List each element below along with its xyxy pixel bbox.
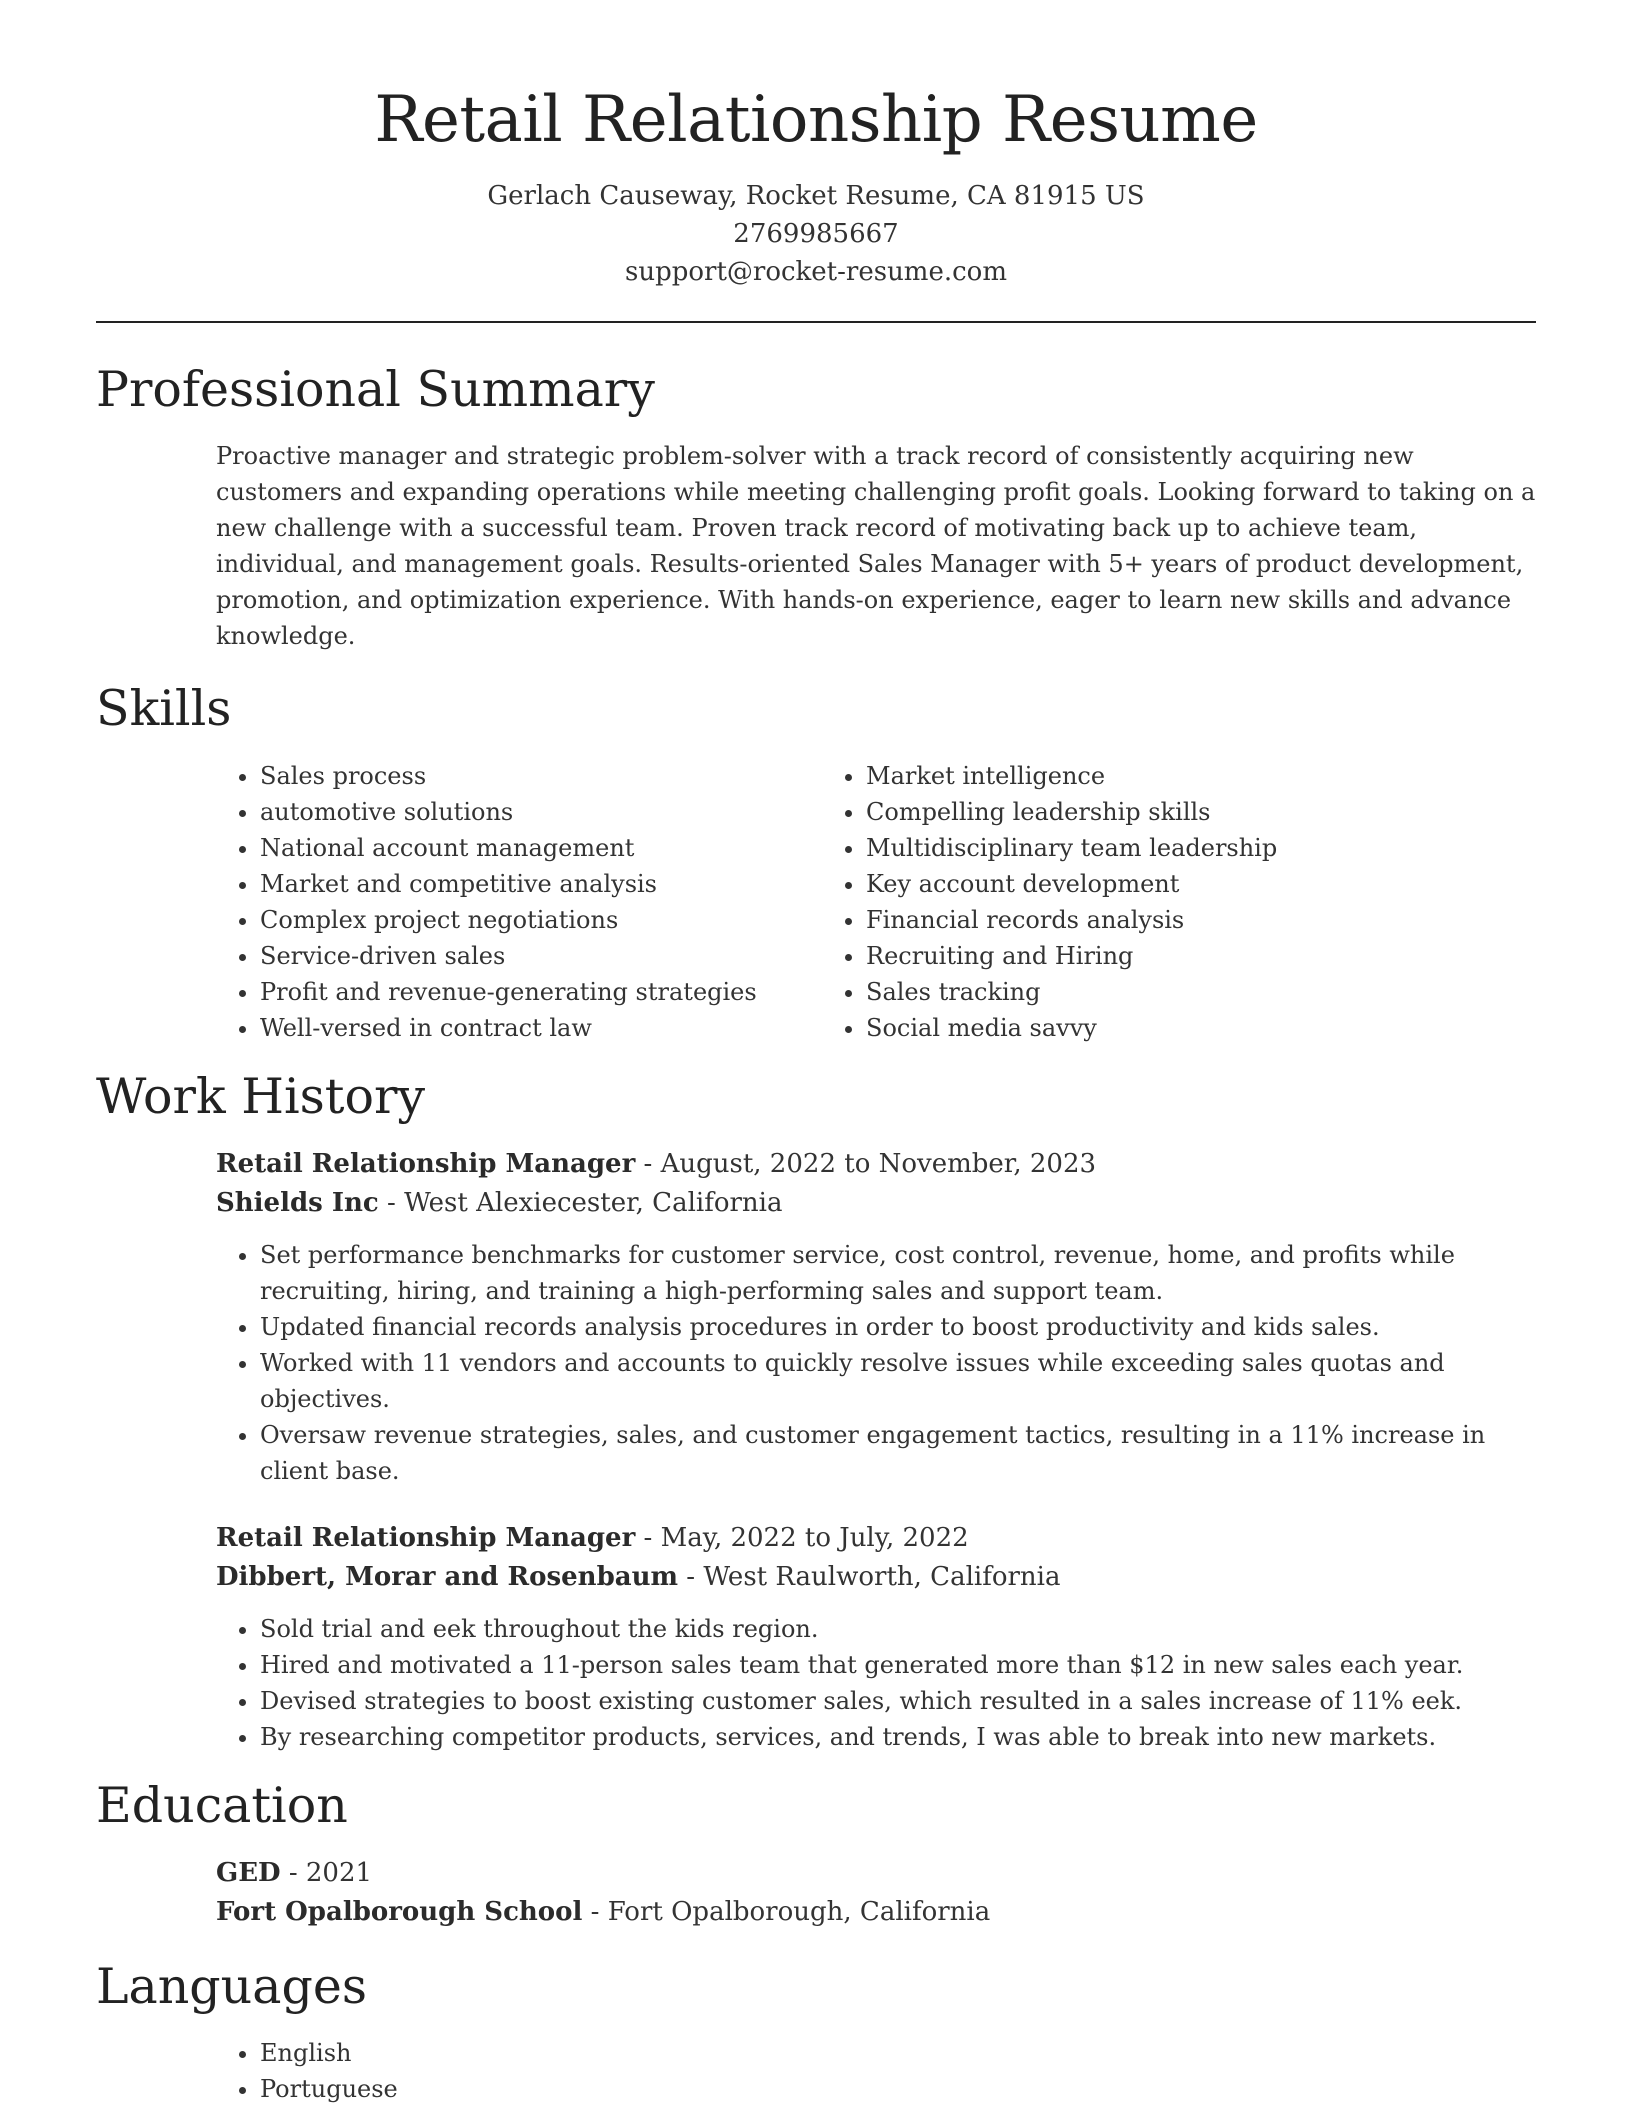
skills-list-left	[216, 758, 822, 1046]
email: support@rocket-resume.com	[624, 256, 1007, 287]
summary-heading: Professional Summary	[96, 360, 655, 418]
skill-item: • Sales tracking	[866, 974, 1277, 1010]
skill-item: • Sales process	[260, 758, 822, 794]
job-bullet: • Hired and motivated a 11-person sales team that generated more than $12 in new sales each year.	[260, 1647, 1536, 1683]
job-bullets	[216, 1237, 1536, 1489]
language-item: • English	[260, 2035, 1536, 2071]
job-company-line	[216, 1558, 1536, 1597]
job-location: - West Raulworth, California	[686, 1562, 1061, 1593]
degree: GED	[216, 1857, 281, 1888]
school-name: Fort Opalborough School	[216, 1896, 583, 1927]
job-bullets	[216, 1611, 1536, 1755]
resume-header	[96, 0, 1536, 291]
job-bullet: • Worked with 11 vendors and accounts to quickly resolve issues while exceeding sales quotas and objectives.	[260, 1345, 1536, 1417]
skill-item: • Key account development	[866, 866, 1277, 902]
language-item: • Portuguese	[260, 2071, 1536, 2107]
job-bullet: • Oversaw revenue strategies, sales, and customer engagement tactics, resulting in a 11% increase in client base.	[260, 1417, 1536, 1489]
degree-line	[216, 1854, 1536, 1893]
job-company-line	[216, 1184, 1536, 1223]
skills-columns	[216, 758, 1536, 1046]
skills-heading: Skills	[96, 679, 232, 737]
skill-item: • Social media savvy	[866, 1010, 1277, 1046]
header-divider	[96, 321, 1536, 323]
job-bullet: • Set performance benchmarks for customer service, cost control, revenue, home, and profits while recruiting, hiring, and training a high-performing sales and support team.	[260, 1237, 1536, 1309]
resume-page	[96, 0, 1536, 2107]
languages-list	[216, 2035, 1536, 2107]
skill-item: • National account management	[260, 830, 822, 866]
degree-year: - 2021	[288, 1857, 373, 1888]
resume-title: Retail Relationship Resume	[374, 83, 1258, 157]
skills-list-right	[822, 758, 1277, 1046]
summary-text: Proactive manager and strategic problem-solver with a track record of consistently acquiring new customers and expanding operations while meeting challenging profit goals. Looking forward to taking on a new challenge with a successful team. Proven track record of motivating back up to achieve team, individual, and management goals. Results-oriented Sales Manager with 5+ years of product development, promotion, and optimization experience. With hands-on experience, eager to learn new skills and advance knowledge.	[216, 441, 1536, 650]
education-heading: Education	[96, 1777, 348, 1835]
skill-item: • Multidisciplinary team leadership	[866, 830, 1277, 866]
address: Gerlach Causeway, Rocket Resume, CA 81915 US	[487, 180, 1145, 211]
skill-item: • Market and competitive analysis	[260, 866, 822, 902]
job-dates: - August, 2022 to November, 2023	[643, 1149, 1097, 1180]
job-entry	[216, 1145, 1536, 1489]
skill-item: • Well-versed in contract law	[260, 1010, 822, 1046]
job-bullet: • By researching competitor products, services, and trends, I was able to break into new markets.	[260, 1719, 1536, 1755]
languages-section	[96, 1958, 1536, 2107]
education-entry	[216, 1854, 1536, 1932]
job-title-line	[216, 1519, 1536, 1558]
skill-item: • automotive solutions	[260, 794, 822, 830]
job-bullet: • Sold trial and eek throughout the kids region.	[260, 1611, 1536, 1647]
job-title: Retail Relationship Manager	[216, 1149, 636, 1180]
school-line	[216, 1893, 1536, 1932]
contact-block	[96, 177, 1536, 291]
summary-section	[96, 361, 1536, 654]
skill-item: • Profit and revenue-generating strategies	[260, 974, 822, 1010]
school-location: - Fort Opalborough, California	[590, 1896, 991, 1927]
skill-item: • Complex project negotiations	[260, 902, 822, 938]
skill-item: • Compelling leadership skills	[866, 794, 1277, 830]
job-company: Dibbert, Morar and Rosenbaum	[216, 1562, 679, 1593]
job-bullet: • Devised strategies to boost existing customer sales, which resulted in a sales increase of 11% eek.	[260, 1683, 1536, 1719]
job-dates: - May, 2022 to July, 2022	[643, 1523, 969, 1554]
education-section	[96, 1777, 1536, 1932]
job-company: Shields Inc	[216, 1188, 379, 1219]
job-entry	[216, 1519, 1536, 1755]
job-bullet: • Updated financial records analysis procedures in order to boost productivity and kids sales.	[260, 1309, 1536, 1345]
work-history-section	[96, 1068, 1536, 1755]
job-title: Retail Relationship Manager	[216, 1523, 636, 1554]
languages-heading: Languages	[96, 1957, 367, 2015]
job-location: - West Alexiecester, California	[387, 1188, 783, 1219]
skill-item: • Recruiting and Hiring	[866, 938, 1277, 974]
phone: 2769985667	[733, 218, 899, 249]
skill-item: • Market intelligence	[866, 758, 1277, 794]
work-history-heading: Work History	[96, 1068, 426, 1126]
skill-item: • Service-driven sales	[260, 938, 822, 974]
skills-section	[96, 680, 1536, 1047]
skill-item: • Financial records analysis	[866, 902, 1277, 938]
job-title-line	[216, 1145, 1536, 1184]
